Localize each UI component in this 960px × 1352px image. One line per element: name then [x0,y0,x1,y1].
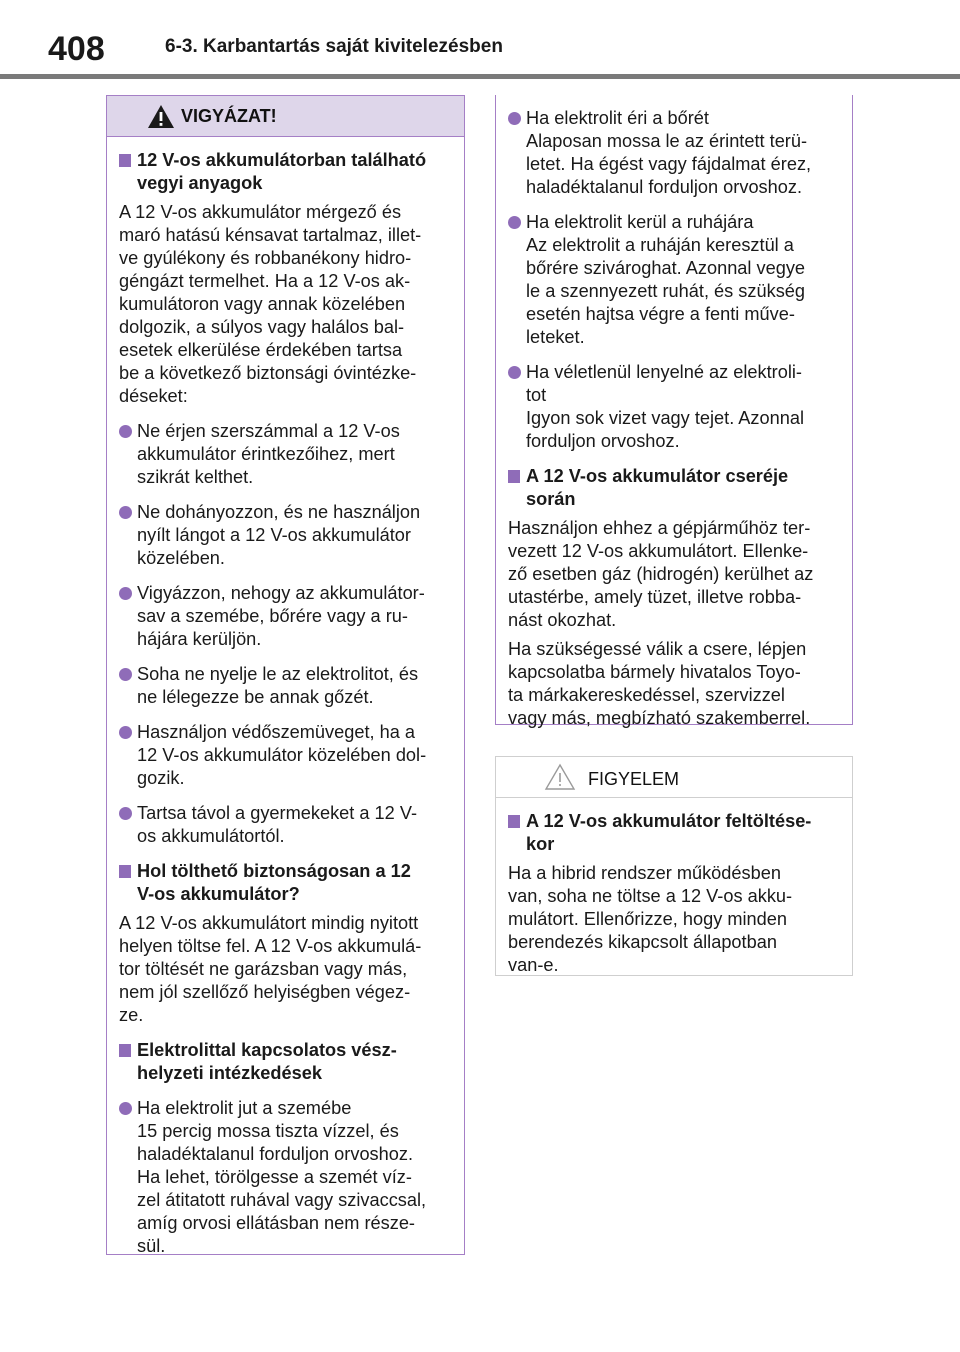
text-line: Használjon ehhez a gépjárműhöz ter- [508,518,811,538]
text-line: Ne érjen szerszámmal a 12 V-os [137,421,400,441]
text-line: Használjon védőszemüveget, ha a [137,722,416,742]
text-line: 12 V-os akkumulátor közelében dol- [137,745,427,765]
bullet-item [119,663,452,709]
text-line: be a következő biztonsági óvintézke- [119,363,417,383]
square-marker-icon [508,470,526,483]
text-line: géngázt termelhet. Ha a 12 V-os ak- [119,271,411,291]
text-line: kumulátoron vagy annak közelében [119,294,406,314]
text-line: os akkumulátortól. [137,826,285,846]
warning-box-right [495,95,853,728]
bullet-item [508,211,840,349]
paragraph [119,201,452,408]
text-line: nyílt lángot a 12 V-os akkumulátor [137,525,411,545]
notice-title-bar [496,757,852,798]
paragraph [508,862,840,977]
notice-title: FIGYELEM [588,769,680,789]
text-line: kapcsolatba bármely hivatalos Toyo- [508,662,801,682]
square-marker-icon [119,154,137,167]
text-line: van-e. [508,955,559,975]
text-line: vezett 12 V-os akkumulátort. Ellenke- [508,541,809,561]
text-line: Ha elektrolit jut a szemébe [137,1098,352,1118]
text-line: mulátort. Ellenőrizze, hogy minden [508,909,788,929]
bullet-item [119,420,452,489]
paragraph [119,912,452,1027]
chapter-title: 6-3. Karbantartás saját kivitelezésben [165,36,503,57]
text-line: szikrát kelthet. [137,467,254,487]
text-line: sav a szemébe, bőrére vagy a ru- [137,606,408,626]
bullet-item [508,361,840,453]
bullet-item [508,107,840,199]
text-line: amíg orvosi ellátásban nem része- [137,1213,415,1233]
text-line: haladéktalanul forduljon orvoshoz. [526,177,803,197]
text-line: Hol tölthető biztonságosan a 12 [137,861,411,881]
text-line: vegyi anyagok [137,173,263,193]
text-line: akkumulátor érintkezőihez, mert [137,444,395,464]
header-divider [0,74,960,79]
bullet-dot-icon [508,107,526,199]
text-line: sül. [137,1236,166,1256]
text-line: A 12 V-os akkumulátor mérgező és [119,202,402,222]
bullet-dot-icon [119,501,137,570]
text-line: nást okozhat. [508,610,617,630]
text-line: leteket. [526,327,585,347]
bullet-dot-icon [119,663,137,709]
notice-content [496,810,852,977]
square-marker-icon [508,815,526,828]
text-line: esetek elkerülése érdekében tartsa [119,340,403,360]
warning-title-bar [107,96,464,137]
text-line: Tartsa távol a gyermekeket a 12 V- [137,803,418,823]
notice-box [495,756,853,976]
text-line: maró hatású kénsavat tartalmaz, illet- [119,225,422,245]
text-line: Vigyázzon, nehogy az akkumulátor- [137,583,425,603]
page-number: 408 [48,30,105,68]
text-line: Ha elektrolit éri a bőrét [526,108,709,128]
paragraph [508,517,840,632]
text-line: Ha lehet, törölgesse a szemét víz- [137,1167,412,1187]
text-line: 12 V-os akkumulátorban található [137,150,427,170]
warning-right-content [496,107,852,730]
section-heading [119,1039,452,1085]
text-line: A 12 V-os akkumulátor feltöltése- [526,811,812,831]
square-marker-icon [119,1044,137,1057]
square-marker-icon [119,865,137,878]
text-line: helyen töltse fel. A 12 V-os akkumulá- [119,936,422,956]
text-line: vagy más, megbízható szakemberrel. [508,708,811,728]
text-line: forduljon orvoshoz. [526,431,680,451]
text-line: helyzeti intézkedések [137,1063,322,1083]
caution-triangle-icon [544,763,576,796]
warning-box-left [106,95,465,1255]
warning-left-content [107,149,464,1258]
warning-triangle-icon [147,104,175,134]
text-line: esetén hajtsa végre a fenti műve- [526,304,795,324]
text-line: bőrére szivároghat. Azonnal vegye [526,258,806,278]
text-line: 15 percig mossa tiszta vízzel, és [137,1121,399,1141]
text-line: dolgozik, a súlyos vagy halálos bal- [119,317,405,337]
text-line: Ha a hibrid rendszer működésben [508,863,781,883]
text-line: Alaposan mossa le az érintett terü- [526,131,808,151]
text-line: Ne dohányozzon, és ne használjon [137,502,421,522]
bullet-dot-icon [119,420,137,489]
text-line: kor [526,834,555,854]
text-line: Elektrolittal kapcsolatos vész- [137,1040,397,1060]
text-line: Igyon sok vizet vagy tejet. Azonnal [526,408,805,428]
text-line: berendezés kikapcsolt állapotban [508,932,777,952]
page-header [0,0,960,80]
text-line: Ha elektrolit kerül a ruhájára [526,212,754,232]
section-heading [508,810,840,856]
text-line: ző esetben gáz (hidrogén) kerülhet az [508,564,814,584]
text-line: ze. [119,1005,144,1025]
text-line: gozik. [137,768,185,788]
text-line: tor töltését ne garázsban vagy más, [119,959,408,979]
paragraph [508,638,840,730]
bullet-dot-icon [119,582,137,651]
text-line: utastérbe, amely tüzet, illetve robba- [508,587,802,607]
text-line: Ha véletlenül lenyelné az elektroli- [526,362,802,382]
text-line: V-os akkumulátor? [137,884,300,904]
bullet-item [119,1097,452,1258]
bullet-dot-icon [508,361,526,453]
bullet-dot-icon [119,802,137,848]
text-line: Ha szükségessé válik a csere, lépjen [508,639,807,659]
text-line: déseket: [119,386,188,406]
text-line: Soha ne nyelje le az elektrolitot, és [137,664,419,684]
text-line: nem jól szellőző helyiségben végez- [119,982,411,1002]
text-line: hájára kerüljön. [137,629,262,649]
text-line: közelében. [137,548,225,568]
bullet-item [119,582,452,651]
text-line: haladéktalanul forduljon orvoshoz. [137,1144,414,1164]
bullet-dot-icon [119,1097,137,1258]
section-heading [508,465,840,511]
text-line: ta márkakereskedéssel, szervizzel [508,685,785,705]
section-heading [119,860,452,906]
warning-title: VIGYÁZAT! [181,106,277,126]
text-line: Az elektrolit a ruháján keresztül a [526,235,794,255]
bullet-item [119,721,452,790]
text-line: ne lélegezze be annak gőzét. [137,687,374,707]
text-line: A 12 V-os akkumulátor cseréje [526,466,789,486]
bullet-item [119,501,452,570]
text-line: A 12 V-os akkumulátort mindig nyitott [119,913,419,933]
text-line: ve gyúlékony és robbanékony hidro- [119,248,412,268]
text-line: során [526,489,576,509]
text-line: le a szennyezett ruhát, és szükség [526,281,806,301]
bullet-item [119,802,452,848]
bullet-dot-icon [508,211,526,349]
text-line: zel átitatott ruhával vagy szivaccsal, [137,1190,427,1210]
text-line: letet. Ha égést vagy fájdalmat érez, [526,154,812,174]
bullet-dot-icon [119,721,137,790]
text-line: tot [526,385,547,405]
section-heading [119,149,452,195]
text-line: van, soha ne töltse a 12 V-os akku- [508,886,793,906]
